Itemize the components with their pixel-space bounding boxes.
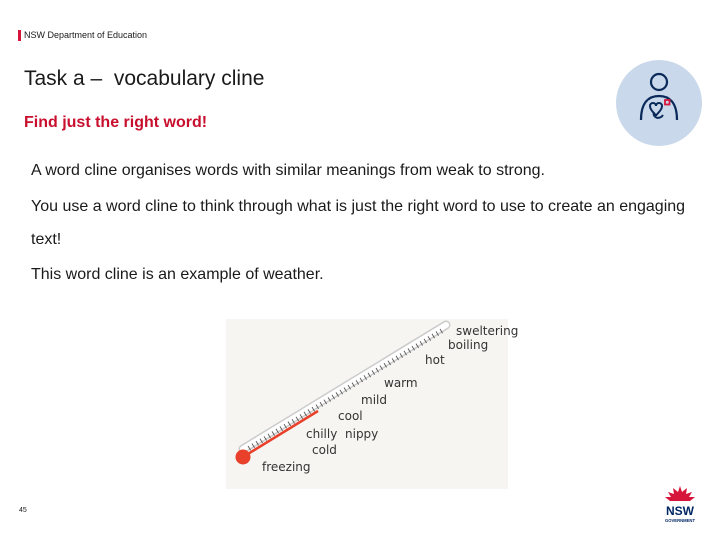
svg-text:GOVERNMENT: GOVERNMENT xyxy=(664,518,696,523)
cline-word: warm xyxy=(384,376,418,390)
paragraph-example: This word cline is an example of weather. xyxy=(31,266,324,283)
page-number: 45 xyxy=(19,507,27,514)
cline-word: cool xyxy=(338,409,363,423)
department-label: NSW Department of Education xyxy=(24,30,148,40)
cline-word: mild xyxy=(361,393,387,407)
page-title: Task a – vocabulary cline xyxy=(24,67,265,90)
header-accent-bar xyxy=(18,30,21,41)
person-with-heart-icon xyxy=(616,60,702,146)
paragraph-purpose: You use a word cline to think through what is just the right word to use to create an engaging text! xyxy=(31,198,686,248)
cline-word: hot xyxy=(425,353,445,367)
cline-word: cold xyxy=(312,443,337,457)
paragraph-definition: A word cline organises words with similar meanings from weak to strong. xyxy=(31,162,545,179)
nsw-government-logo xyxy=(659,484,701,526)
page-subtitle: Find just the right word! xyxy=(24,114,208,131)
cline-word: nippy xyxy=(345,427,379,441)
cline-word: boiling xyxy=(448,338,489,352)
svg-text:NSW: NSW xyxy=(666,504,694,518)
cline-word: sweltering xyxy=(456,324,519,338)
cline-word: chilly xyxy=(306,427,338,441)
cline-word: freezing xyxy=(262,460,311,474)
word-cline-illustration xyxy=(226,319,519,489)
thermometer-bulb xyxy=(236,450,251,465)
